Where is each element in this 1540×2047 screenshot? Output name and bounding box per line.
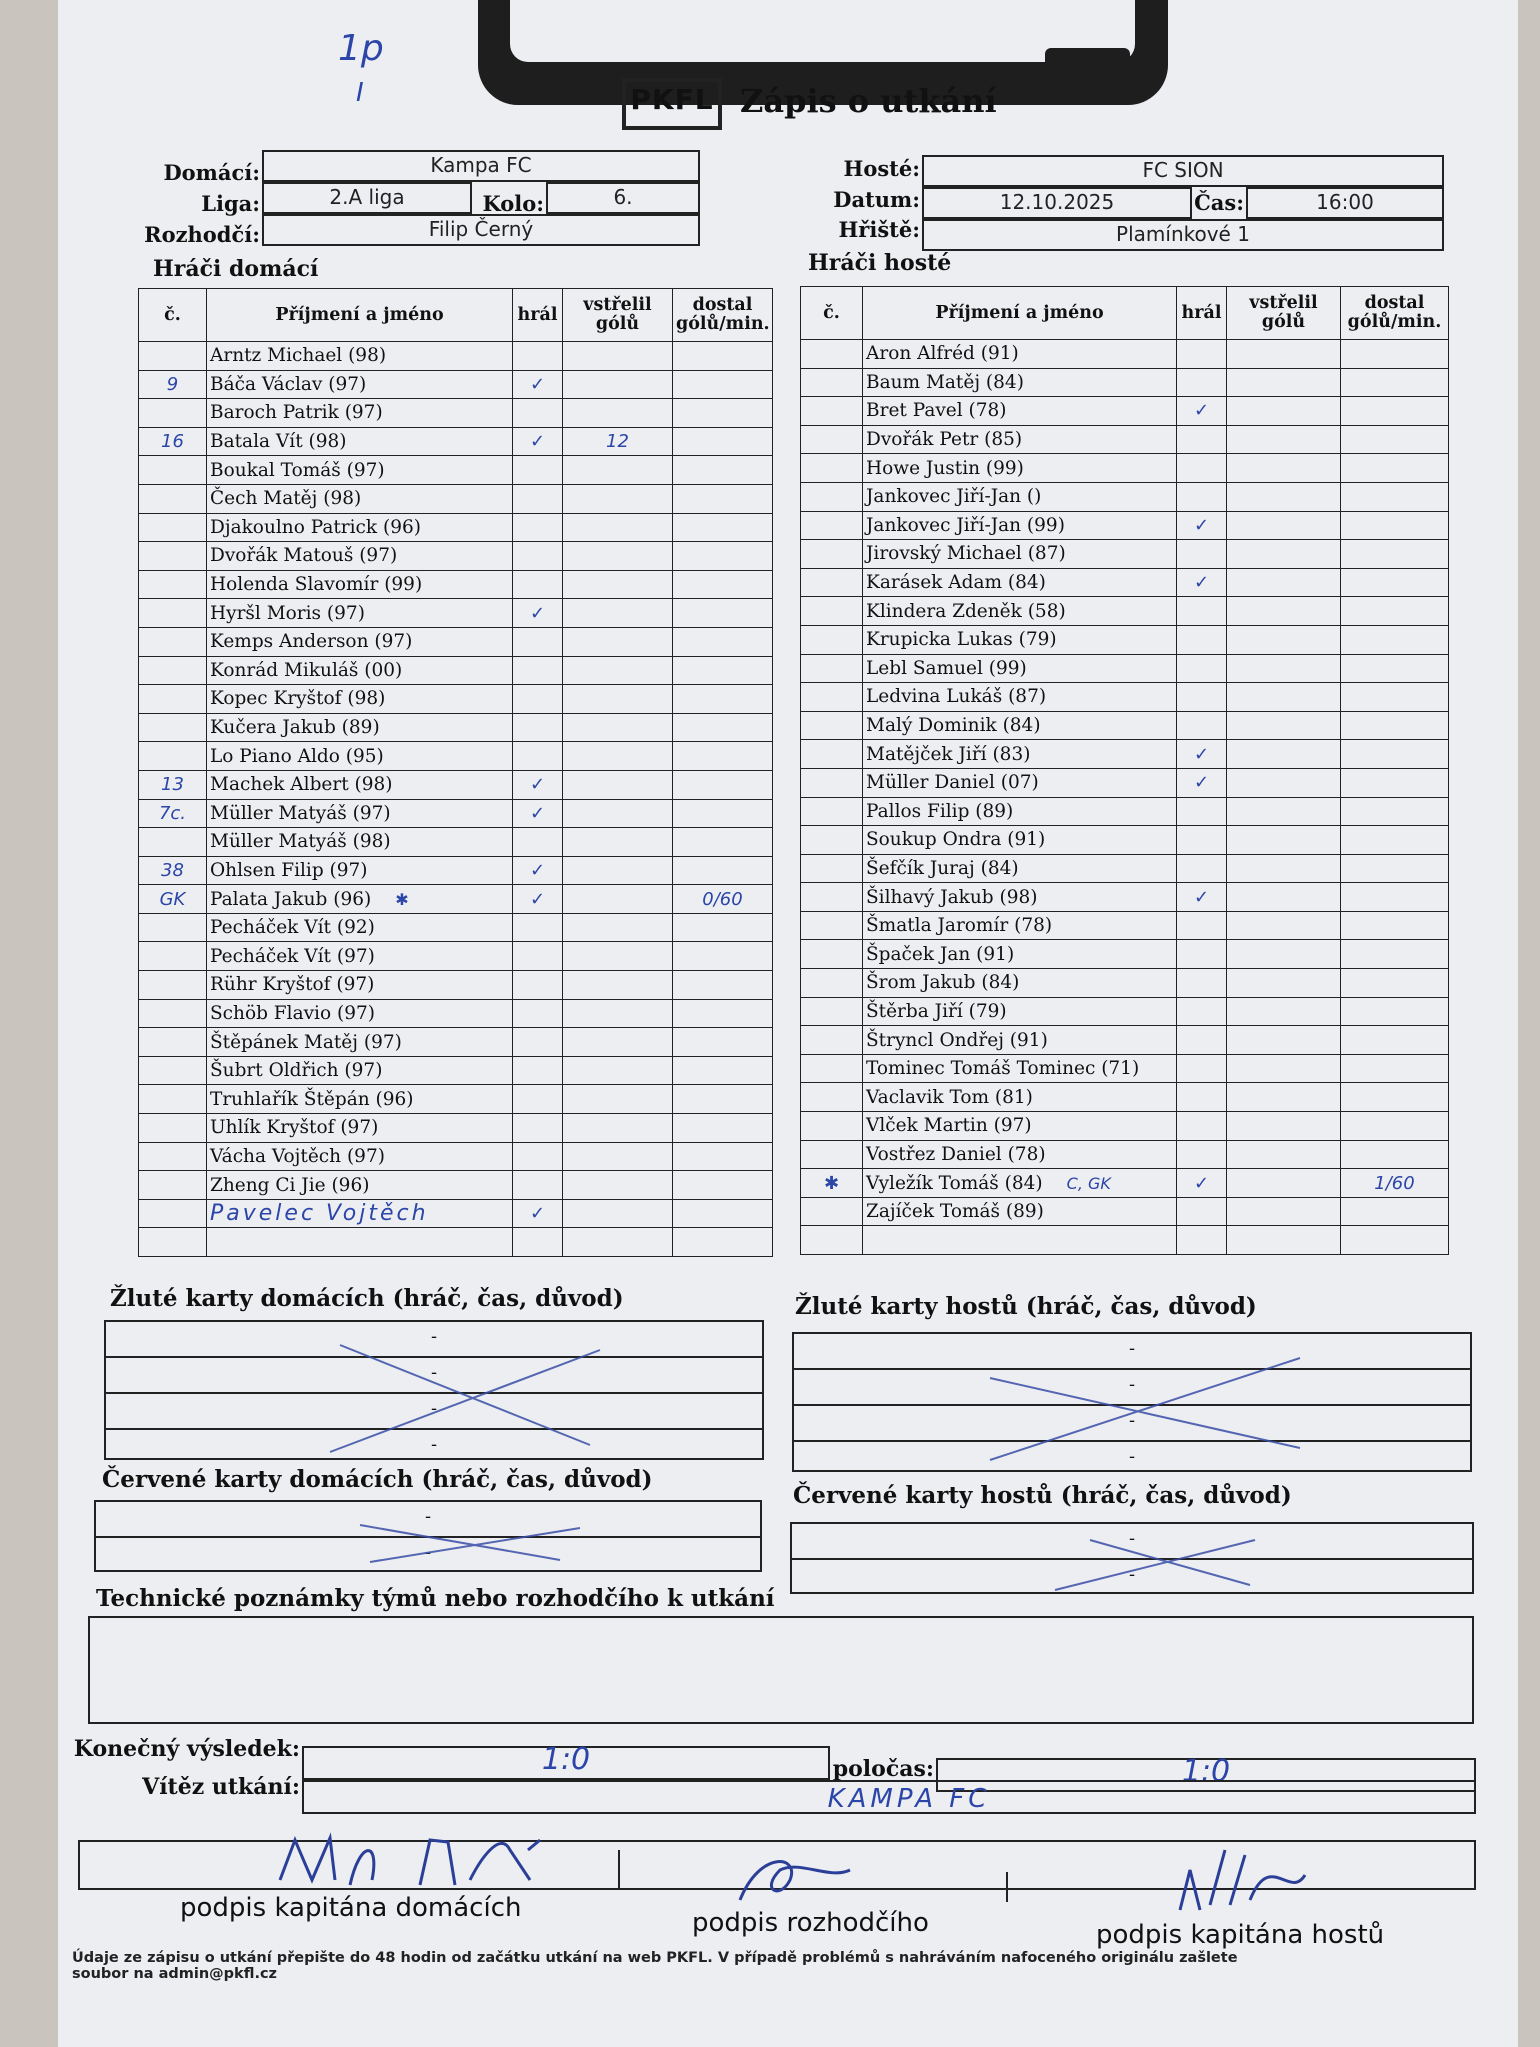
- player-name[interactable]: Djakoulno Patrick (96): [207, 513, 513, 542]
- player-name[interactable]: Šubrt Oldřich (97): [207, 1056, 513, 1085]
- home-yellow-title: Žluté karty domácích (hráč, čas, důvod): [110, 1285, 624, 1312]
- home-label: Domácí:: [163, 160, 260, 185]
- away-team-field[interactable]: FC SION: [922, 155, 1444, 187]
- player-name[interactable]: Šilhavý Jakub (98): [863, 883, 1177, 912]
- player-name[interactable]: Rühr Kryštof (97): [207, 971, 513, 1000]
- goals-conceded[interactable]: 1/60: [1341, 1169, 1449, 1198]
- player-name[interactable]: Boukal Tomáš (97): [207, 456, 513, 485]
- final-result-value: 1:0: [541, 1742, 591, 1777]
- halftime-value: 1:0: [1181, 1754, 1231, 1789]
- page-mark-sub: I: [356, 78, 364, 108]
- away-players-title: Hráči hosté: [808, 250, 952, 276]
- winner-value: KAMPA FC: [827, 1784, 991, 1814]
- player-name[interactable]: Vaclavik Tom (81): [863, 1083, 1177, 1112]
- played-mark[interactable]: ✓: [1177, 768, 1227, 797]
- col-name: Příjmení a jméno: [863, 287, 1177, 340]
- player-name[interactable]: Hyršl Moris (97): [207, 599, 513, 628]
- player-number[interactable]: 16: [139, 427, 207, 456]
- player-name[interactable]: Šmatla Jaromír (78): [863, 911, 1177, 940]
- player-name[interactable]: Holenda Slavomír (99): [207, 570, 513, 599]
- away-yellow-strike: [990, 1378, 1300, 1448]
- col-number: č.: [139, 289, 207, 342]
- referee-signature-label: podpis rozhodčího: [692, 1908, 929, 1938]
- col-conceded: dostal gólů/min.: [1341, 287, 1449, 340]
- player-name[interactable]: Vlček Martin (97): [863, 1112, 1177, 1141]
- player-name[interactable]: Šrom Jakub (84): [863, 969, 1177, 998]
- halftime-label: poločas:: [832, 1756, 934, 1782]
- played-mark[interactable]: ✓: [513, 427, 563, 456]
- winner-label: Vítěz utkání:: [142, 1774, 300, 1800]
- away-yellow-title: Žluté karty hostů (hráč, čas, důvod): [795, 1293, 1257, 1320]
- player-name[interactable]: Kučera Jakub (89): [207, 713, 513, 742]
- col-number: č.: [801, 287, 863, 340]
- page-mark: 1p: [338, 28, 384, 69]
- player-name[interactable]: Howe Justin (99): [863, 454, 1177, 483]
- player-name[interactable]: Báča Václav (97): [207, 370, 513, 399]
- home-team-field[interactable]: Kampa FC: [262, 150, 700, 182]
- notes-title: Technické poznámky týmů nebo rozhodčího k utkání: [96, 1585, 775, 1612]
- player-name[interactable]: Pallos Filip (89): [863, 797, 1177, 826]
- time-label: Čas:: [1194, 190, 1244, 215]
- player-name[interactable]: Klindera Zdeněk (58): [863, 597, 1177, 626]
- player-name[interactable]: Baroch Patrik (97): [207, 399, 513, 428]
- away-red-title: Červené karty hostů (hráč, čas, důvod): [793, 1482, 1292, 1509]
- player-name[interactable]: Machek Albert (98): [207, 770, 513, 799]
- home-yellow-box[interactable]: - - - -: [104, 1320, 764, 1460]
- player-name[interactable]: Soukup Ondra (91): [863, 826, 1177, 855]
- player-name[interactable]: Čech Matěj (98): [207, 484, 513, 513]
- goals-scored[interactable]: 12: [563, 427, 673, 456]
- player-name[interactable]: Baum Matěj (84): [863, 368, 1177, 397]
- player-name[interactable]: Pavelec Vojtěch: [207, 1199, 513, 1228]
- away-captain-signature: [1180, 1850, 1305, 1910]
- referee-signature: [740, 1862, 850, 1900]
- player-number[interactable]: 38: [139, 856, 207, 885]
- referee-field[interactable]: Filip Černý: [262, 214, 700, 246]
- player-name[interactable]: Ohlsen Filip (97): [207, 856, 513, 885]
- player-name[interactable]: Lebl Samuel (99): [863, 654, 1177, 683]
- player-name[interactable]: Štěrba Jiří (79): [863, 997, 1177, 1026]
- col-scored: vstřelil gólů: [563, 289, 673, 342]
- away-captain-signature-label: podpis kapitána hostů: [1096, 1920, 1385, 1950]
- player-name[interactable]: Lo Piano Aldo (95): [207, 742, 513, 771]
- home-captain-signature: [280, 1838, 540, 1885]
- player-name[interactable]: Uhlík Kryštof (97): [207, 1114, 513, 1143]
- player-name[interactable]: Jirovský Michael (87): [863, 540, 1177, 569]
- player-name[interactable]: Zajíček Tomáš (89): [863, 1197, 1177, 1226]
- played-mark[interactable]: ✓: [513, 599, 563, 628]
- player-name[interactable]: Schöb Flavio (97): [207, 999, 513, 1028]
- player-name[interactable]: Vyležík Tomáš (84) C, GK: [863, 1169, 1177, 1198]
- player-name[interactable]: Aron Alfréd (91): [863, 340, 1177, 369]
- page-title: Zápis o utkání: [740, 82, 997, 120]
- home-red-title: Červené karty domácích (hráč, čas, důvod): [102, 1466, 653, 1493]
- player-number[interactable]: GK: [139, 885, 207, 914]
- player-name[interactable]: Müller Matyáš (97): [207, 799, 513, 828]
- player-name[interactable]: Zheng Ci Jie (96): [207, 1171, 513, 1200]
- pkfl-logo: PKFL: [622, 78, 722, 130]
- player-name[interactable]: Šefčík Juraj (84): [863, 854, 1177, 883]
- player-name[interactable]: Batala Vít (98): [207, 427, 513, 456]
- col-name: Příjmení a jméno: [207, 289, 513, 342]
- date-field[interactable]: 12.10.2025: [922, 187, 1192, 219]
- player-number[interactable]: 9: [139, 370, 207, 399]
- player-name[interactable]: Štryncl Ondřej (91): [863, 1026, 1177, 1055]
- player-number[interactable]: 7c.: [139, 799, 207, 828]
- player-name[interactable]: Štěpánek Matěj (97): [207, 1028, 513, 1057]
- player-name[interactable]: Tominec Tomáš Tominec (71): [863, 1054, 1177, 1083]
- player-name[interactable]: Ledvina Lukáš (87): [863, 683, 1177, 712]
- player-name[interactable]: Konrád Mikuláš (00): [207, 656, 513, 685]
- footer-note: Údaje ze zápisu o utkání přepište do 48 hodin od začátku utkání na web PKFL. V případě problémů s nahráváním nafoceného originálu zašlete soubor na admin@pkfl.cz: [72, 1950, 1238, 1982]
- played-mark[interactable]: ✓: [1177, 883, 1227, 912]
- home-red-box[interactable]: - -: [94, 1500, 762, 1572]
- player-name[interactable]: Kemps Anderson (97): [207, 627, 513, 656]
- played-mark[interactable]: ✓: [513, 799, 563, 828]
- player-name[interactable]: Pecháček Vít (92): [207, 913, 513, 942]
- player-name[interactable]: Pecháček Vít (97): [207, 942, 513, 971]
- home-captain-signature-label: podpis kapitána domácích: [180, 1893, 522, 1923]
- date-label: Datum:: [833, 187, 920, 212]
- away-yellow-box[interactable]: - - - -: [792, 1332, 1472, 1472]
- played-mark[interactable]: ✓: [1177, 511, 1227, 540]
- played-mark[interactable]: ✓: [1177, 1169, 1227, 1198]
- col-played: hrál: [1177, 287, 1227, 340]
- final-result-label: Konečný výsledek:: [73, 1736, 300, 1762]
- player-name[interactable]: Arntz Michael (98): [207, 342, 513, 371]
- played-mark[interactable]: ✓: [513, 885, 563, 914]
- time-field[interactable]: 16:00: [1246, 187, 1444, 219]
- player-name[interactable]: Bret Pavel (78): [863, 397, 1177, 426]
- player-name[interactable]: Kopec Kryštof (98): [207, 685, 513, 714]
- player-number[interactable]: ✱: [801, 1169, 863, 1198]
- away-red-box[interactable]: - -: [790, 1522, 1474, 1594]
- league-label: Liga:: [201, 191, 260, 216]
- goals-conceded[interactable]: 0/60: [673, 885, 773, 914]
- player-name[interactable]: Matějček Jiří (83): [863, 740, 1177, 769]
- player-name[interactable]: Karásek Adam (84): [863, 568, 1177, 597]
- referee-label: Rozhodčí:: [144, 222, 260, 247]
- away-label: Hosté:: [843, 156, 920, 181]
- player-name[interactable]: Malý Dominik (84): [863, 711, 1177, 740]
- player-name[interactable]: Dvořák Matouš (97): [207, 542, 513, 571]
- col-conceded: dostal gólů/min.: [673, 289, 773, 342]
- pitch-label: Hřiště:: [838, 217, 920, 242]
- played-mark[interactable]: ✓: [513, 1199, 563, 1228]
- player-name[interactable]: Vostřez Daniel (78): [863, 1140, 1177, 1169]
- player-number[interactable]: 13: [139, 770, 207, 799]
- player-name[interactable]: Krupicka Lukas (79): [863, 625, 1177, 654]
- league-field[interactable]: 2.A liga: [262, 182, 472, 214]
- round-label: Kolo:: [482, 191, 544, 216]
- col-scored: vstřelil gólů: [1227, 287, 1341, 340]
- player-name[interactable]: Jankovec Jiří-Jan (): [863, 482, 1177, 511]
- player-name[interactable]: Dvořák Petr (85): [863, 425, 1177, 454]
- played-mark[interactable]: ✓: [513, 856, 563, 885]
- player-name[interactable]: Palata Jakub (96) ✱: [207, 885, 513, 914]
- player-name[interactable]: Špaček Jan (91): [863, 940, 1177, 969]
- player-note: ✱: [395, 889, 409, 909]
- played-mark[interactable]: ✓: [513, 770, 563, 799]
- player-note: C, GK: [1066, 1173, 1111, 1193]
- player-name[interactable]: Müller Matyáš (98): [207, 828, 513, 857]
- home-players-title: Hráči domácí: [153, 256, 319, 282]
- round-field[interactable]: 6.: [546, 182, 700, 214]
- home-red-strike: [360, 1525, 560, 1560]
- home-yellow-strike: [340, 1345, 590, 1445]
- played-mark[interactable]: ✓: [1177, 397, 1227, 426]
- player-name[interactable]: Vácha Vojtěch (97): [207, 1142, 513, 1171]
- player-name[interactable]: Müller Daniel (07): [863, 768, 1177, 797]
- played-mark[interactable]: ✓: [1177, 568, 1227, 597]
- pitch-field[interactable]: Plamínkové 1: [922, 219, 1444, 251]
- col-played: hrál: [513, 289, 563, 342]
- played-mark[interactable]: ✓: [513, 370, 563, 399]
- player-name[interactable]: Truhlařík Štěpán (96): [207, 1085, 513, 1114]
- player-name[interactable]: Jankovec Jiří-Jan (99): [863, 511, 1177, 540]
- played-mark[interactable]: ✓: [1177, 740, 1227, 769]
